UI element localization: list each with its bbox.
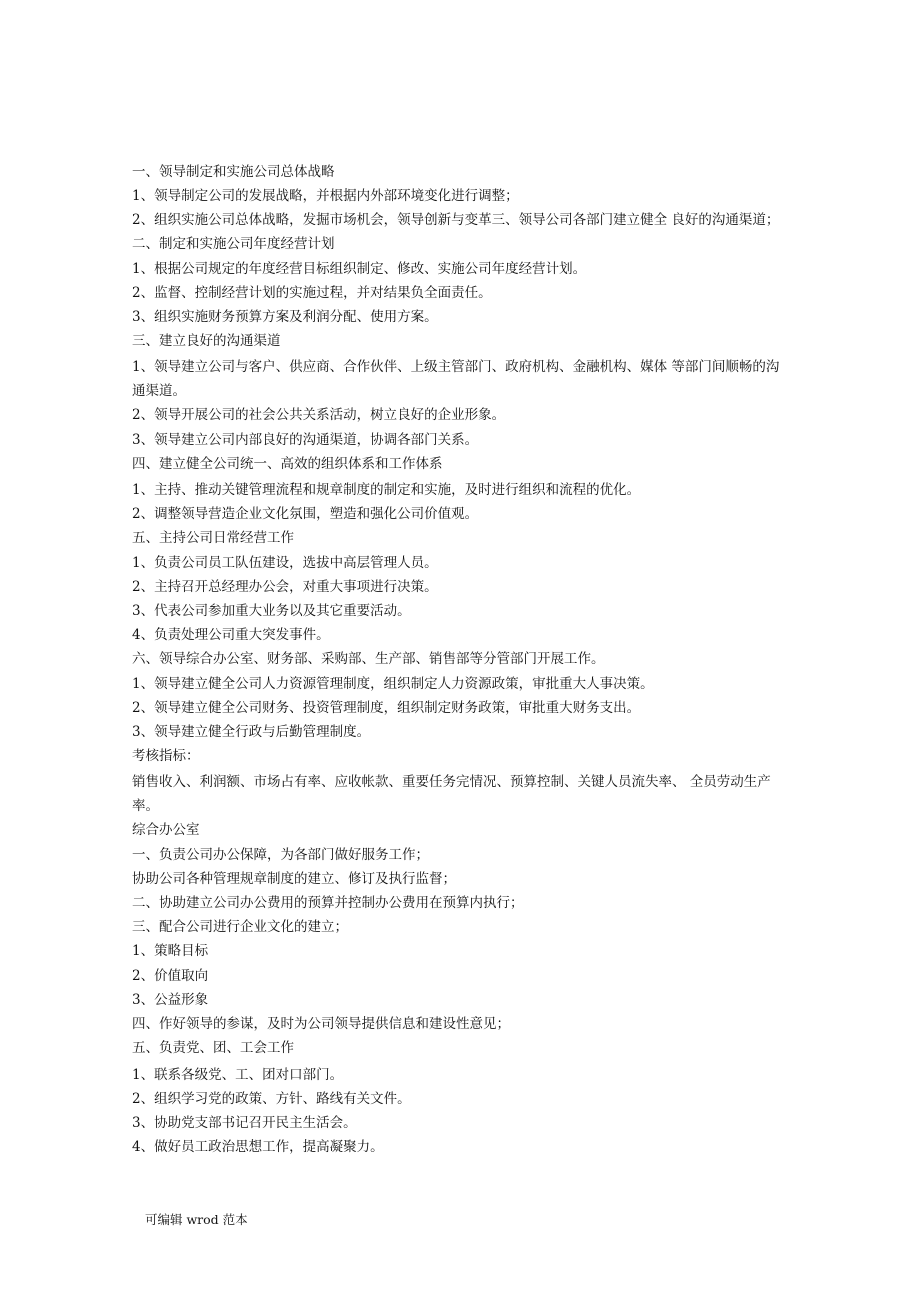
section-heading: 五、主持公司日常经营工作 bbox=[132, 530, 294, 547]
section-heading: 三、配合公司进行企业文化的建立； bbox=[132, 919, 348, 936]
page-footer: 可编辑 wrod 范本 bbox=[145, 1212, 248, 1227]
list-item: 2、监督、控制经营计划的实施过程，并对结果负全面责任。 bbox=[132, 284, 492, 301]
list-item: 3、领导建立公司内部良好的沟通渠道，协调各部门关系。 bbox=[132, 431, 479, 448]
kpi-text: 销售收入、利润额、市场占有率、应收帐款、重要任务完情况、预算控制、关键人员流失率、 全员劳动生产率。 bbox=[132, 774, 771, 815]
list-item: 1、领导建立公司与客户、供应商、合作伙伴、上级主管部门、政府机构、金融机构、媒体 等部门间顺畅的沟通渠道。 bbox=[132, 359, 780, 400]
list-item: 1、根据公司规定的年度经营目标组织制定、修改、实施公司年度经营计划。 bbox=[132, 260, 587, 277]
list-item: 1、领导制定公司的发展战略，并根据内外部环境变化进行调整； bbox=[132, 188, 519, 205]
list-item: 2、领导开展公司的社会公共关系活动，树立良好的企业形象。 bbox=[132, 407, 506, 424]
section-heading: 一、负责公司办公保障，为各部门做好服务工作； bbox=[132, 846, 429, 863]
list-item: 1、联系各级党、工、团对口部门。 bbox=[132, 1066, 344, 1083]
list-item: 1、负责公司员工队伍建设，选拔中高层管理人员。 bbox=[132, 554, 438, 571]
list-item: 4、做好员工政治思想工作，提高凝聚力。 bbox=[132, 1139, 384, 1156]
list-item: 协助公司各种管理规章制度的建立、修订及执行监督； bbox=[132, 870, 456, 887]
section-heading: 五、负责党、团、工会工作 bbox=[132, 1040, 294, 1057]
section-heading: 二、协助建立公司办公费用的预算并控制办公费用在预算内执行； bbox=[132, 895, 524, 912]
list-item: 3、领导建立健全行政与后勤管理制度。 bbox=[132, 724, 371, 741]
list-item: 1、领导建立健全公司人力资源管理制度，组织制定人力资源政策，审批重大人事决策。 bbox=[132, 675, 654, 692]
section-heading: 一、领导制定和实施公司总体战略 bbox=[132, 164, 335, 180]
list-item: 2、价值取向 bbox=[132, 967, 209, 984]
list-item: 3、协助党支部书记召开民主生活会。 bbox=[132, 1114, 357, 1131]
document-body bbox=[132, 160, 792, 1159]
list-item: 3、代表公司参加重大业务以及其它重要活动。 bbox=[132, 603, 411, 620]
list-item: 2、组织实施公司总体战略，发掘市场机会，领导创新与变革三、领导公司各部门建立健全 良好的沟通渠道； bbox=[132, 212, 780, 229]
section-heading: 六、领导综合办公室、财务部、采购部、生产部、销售部等分管部门开展工作。 bbox=[132, 651, 605, 668]
list-item: 2、领导建立健全公司财务、投资管理制度，组织制定财务政策，审批重大财务支出。 bbox=[132, 699, 641, 716]
kpi-heading: 考核指标： bbox=[132, 748, 200, 765]
list-item: 1、策略目标 bbox=[132, 943, 209, 960]
section-heading: 二、制定和实施公司年度经营计划 bbox=[132, 236, 335, 253]
list-item: 2、主持召开总经理办公会，对重大事项进行决策。 bbox=[132, 578, 438, 595]
list-item: 4、负责处理公司重大突发事件。 bbox=[132, 627, 330, 644]
list-item: 2、组织学习党的政策、方针、路线有关文件。 bbox=[132, 1090, 411, 1107]
list-item: 3、组织实施财务预算方案及利润分配、使用方案。 bbox=[132, 309, 438, 326]
list-item: 2、调整领导营造企业文化氛围，塑造和强化公司价值观。 bbox=[132, 506, 479, 523]
section-heading: 四、作好领导的参谋，及时为公司领导提供信息和建设性意见； bbox=[132, 1016, 510, 1033]
list-item: 3、公益形象 bbox=[132, 991, 209, 1008]
section-heading: 三、建立良好的沟通渠道 bbox=[132, 333, 281, 350]
department-heading: 综合办公室 bbox=[132, 822, 200, 839]
list-item: 1、主持、推动关键管理流程和规章制度的制定和实施，及时进行组织和流程的优化。 bbox=[132, 482, 641, 499]
section-heading: 四、建立健全公司统一、高效的组织体系和工作体系 bbox=[132, 455, 443, 472]
